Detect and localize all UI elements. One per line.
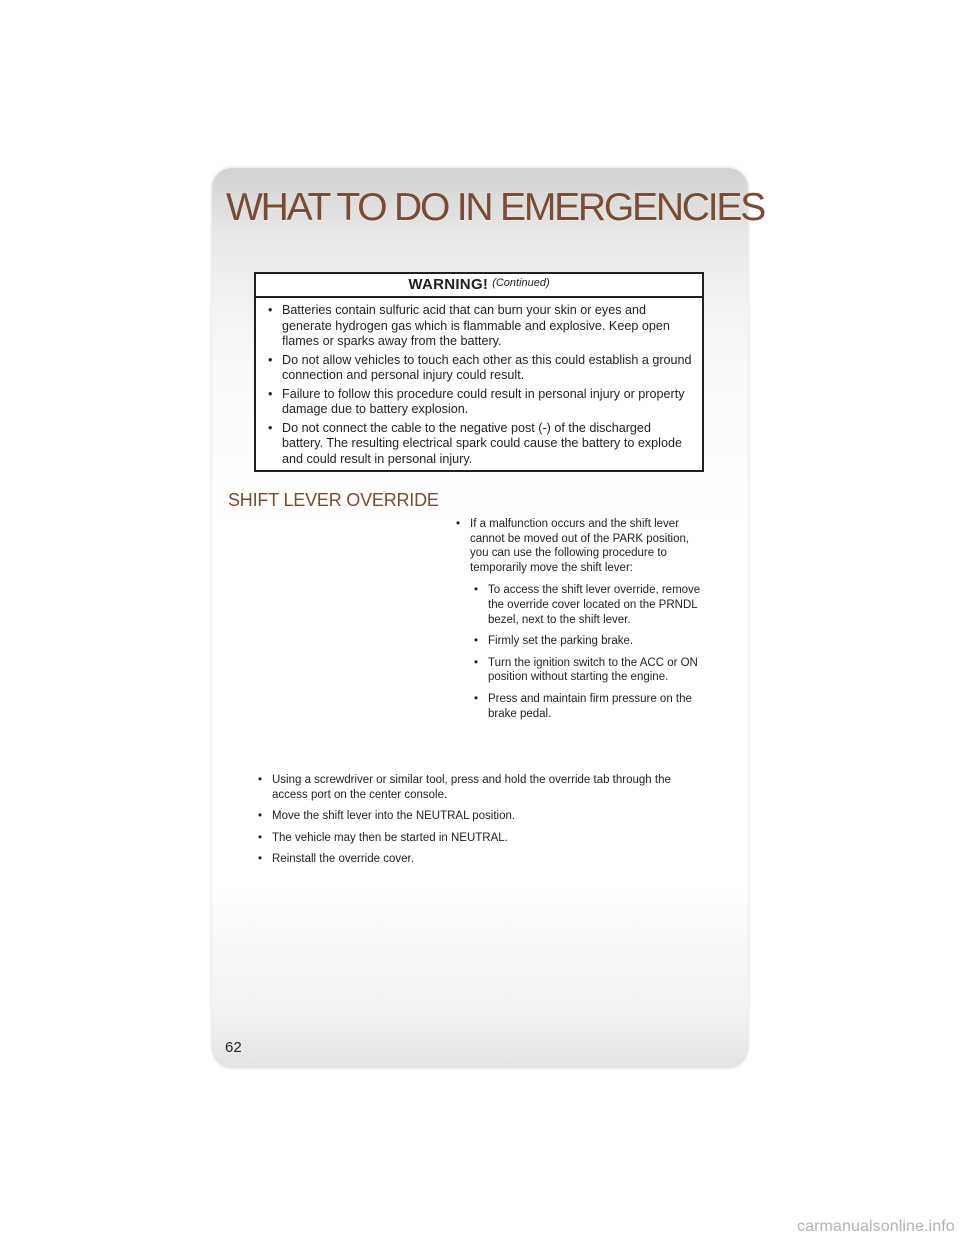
sub-step-item: • Turn the ignition switch to the ACC or ON position without starting the engine. [470,656,706,685]
warning-list [256,303,702,467]
warning-item: • Do not connect the cable to the negative post (-) of the discharged battery. The resulting electrical spark could cause the battery to explode and could result in personal injury. [264,421,692,468]
step-item: • Using a screwdriver or similar tool, press and hold the override tab through the access port on the center console. [254,773,706,802]
warning-title: WARNING! [408,276,489,293]
watermark: carmanualsonline.info [797,1218,955,1235]
shift-lever-sub-steps [470,583,706,721]
shift-lever-intro-list [452,517,706,728]
section-title: WHAT TO DO IN EMERGENCIES [226,186,765,229]
shift-lever-intro-text: If a malfunction occurs and the shift lever cannot be moved out of the PARK position, you can use the following procedure to temporarily move the shift lever: [470,518,690,574]
shift-lever-intro-item [452,517,706,721]
warning-item: • Do not allow vehicles to touch each other as this could establish a ground connection and personal injury could result. [264,353,692,384]
warning-header [256,274,702,298]
warning-item: • Batteries contain sulfuric acid that can burn your skin or eyes and generate hydrogen gas which is flammable and explosive. Keep open flames or sparks away from the battery. [264,303,692,350]
warning-box [254,272,704,472]
sub-step-item: • To access the shift lever override, remove the override cover located on the PRNDL bezel, next to the shift lever. [470,583,706,627]
warning-continued-label: (Continued) [492,277,550,289]
step-item: • Move the shift lever into the NEUTRAL position. [254,809,706,824]
step-item: • The vehicle may then be started in NEUTRAL. [254,831,706,846]
sub-step-item: • Firmly set the parking brake. [470,634,706,649]
warning-item: • Failure to follow this procedure could result in personal injury or property damage due to battery explosion. [264,387,692,418]
sub-step-item: • Press and maintain firm pressure on the brake pedal. [470,692,706,721]
shift-lever-heading: SHIFT LEVER OVERRIDE [228,490,439,510]
page-number: 62 [225,1039,242,1056]
step-item: • Reinstall the override cover. [254,852,706,867]
shift-lever-steps [254,773,706,874]
